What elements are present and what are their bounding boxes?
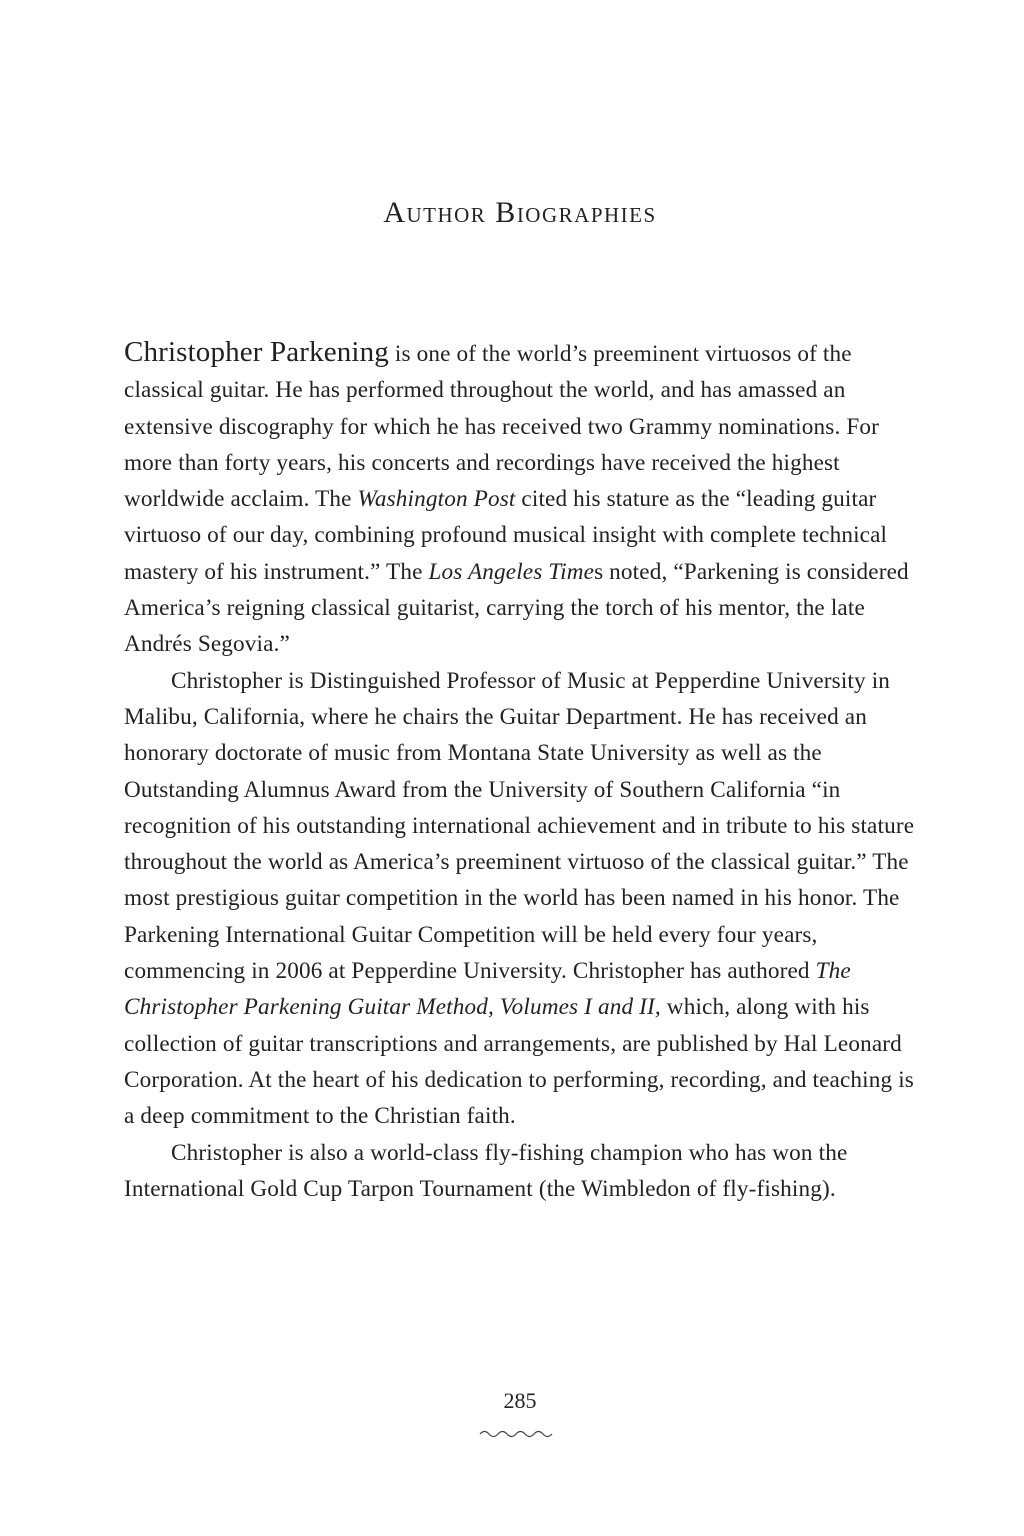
bio-p2-text-c: which, along with his collection of guitar transcriptions and arrangements, are published by Hal Leonard Corporation. At the heart of his dedication to performing, recording, and teaching is a deep commitment to the Christian faith. [124,994,914,1130]
bio-paragraph-1 [124,334,924,663]
bio-p1-italic-washington-post: Washington Post [357,486,516,513]
bio-paragraph-3: Christopher is also a world-class fly-fishing champion who has won the International Gold Cup Tarpon Tournament (the Wimbledon of fly-fishing). [124,1139,848,1202]
bio-paragraph-2 [124,663,924,1135]
bio-p2-text-a: Christopher is Distinguished Professor of Music at Pepperdine University in Malibu, California, where he chairs the Guitar Department. He has received an honorary doctorate of music from Montana State University as well as the Outstanding Alumnus Award from the University of Southern California “in recognition of his outstanding international achievement and in tribute to his stature throughout the world as America’s preeminent virtuoso of the classical guitar.” The most prestigious guitar competition in the world has been named in his honor. The Parkening International Guitar Competition will be held every four years, commencing in 2006 at Pepperdine University. Christopher has authored [124,667,915,985]
bio-p1-text-c: cited his stature as the “leading guitar virtuoso of our day, combining profound musical insight with complete technical mastery of his instrument.” The [124,486,888,585]
author-name: Christopher Parkening [124,336,389,368]
bio-p1-text-a: is one of the world’s preeminent virtuosos of the classical guitar. He has performed throughout the world, and has amassed an extensive discography for which he has received two Grammy nominations. For more than forty years, his concerts and recordings have received the highest worldwide acclaim. The [124,341,879,513]
bio-p1-text-e: s noted, “Parkening is considered America’s reigning classical guitarist, carrying the torch of his mentor, the late Andrés Segovia.” [124,558,909,658]
bio-p2-italic-book-title: The Christopher Parkening Guitar Method, Volumes I and II, [124,958,851,1021]
author-biography [124,334,924,1207]
flourish-ornament [478,1428,554,1440]
page-number: 285 [503,1388,537,1413]
bio-p1-italic-los-angeles-times: Los Angeles Time [428,558,595,585]
page-heading: Author Biographies [383,196,657,229]
